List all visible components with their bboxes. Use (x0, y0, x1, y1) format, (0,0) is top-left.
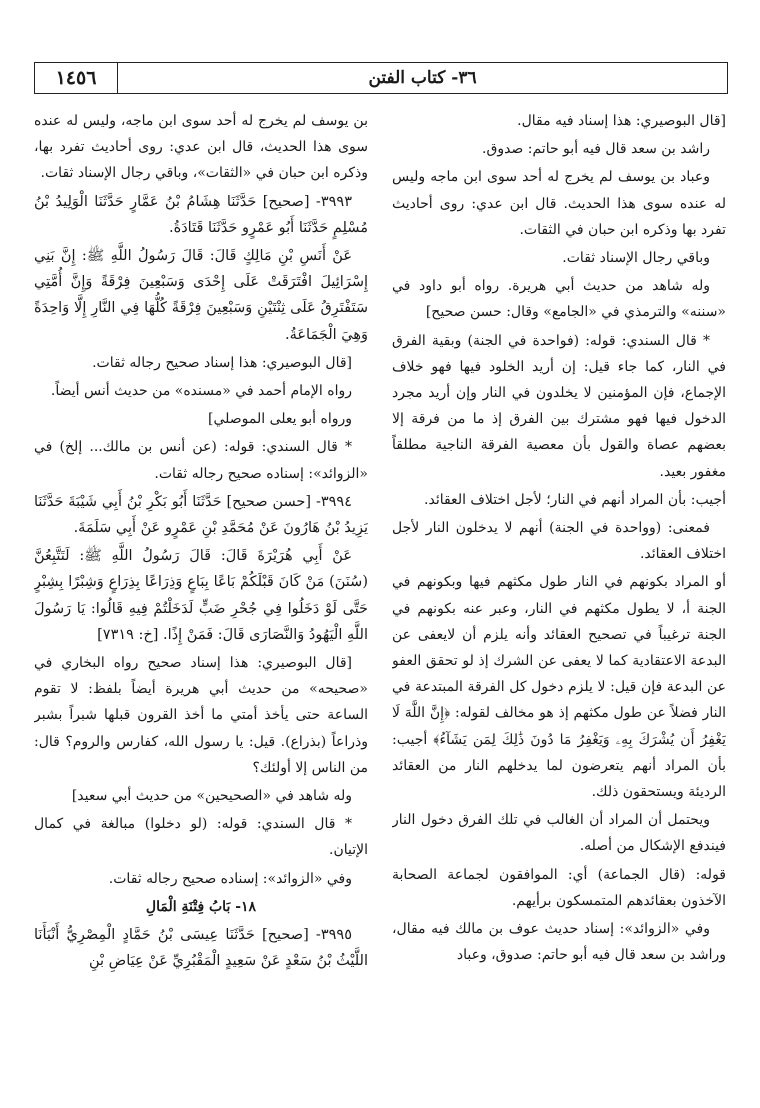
paragraph: وباقي رجال الإسناد ثقات. (562, 250, 710, 267)
chapter-heading: ١٨- بَابُ فِتْنَةِ الْمَالِ (145, 898, 257, 915)
page-header (34, 62, 728, 94)
paragraph: [قال البوصيري: هذا إسناد صحيح رجاله ثقات. (92, 354, 352, 371)
paragraph: * قال السندي: قوله: (عن أنس بن مالك... إلخ) في «الزوائد»: إسناده صحيح رجاله ثقات. (34, 439, 368, 482)
paragraph: ورواه أبو يعلى الموصلي] (208, 411, 352, 428)
paragraph: أجيب: بأن المراد أنهم في النار؛ لأجل اختلاف العقائد. (424, 491, 726, 508)
paragraph: [قال البوصيري: هذا إسناد صحيح رواه البخاري في «صحيحه» من حديث أبي هريرة أيضاً بلفظ: لا تقوم الساعة حتى يأخذ أمتي ما أخذ القرون قبلها شبراً بشبر وذراعاً (بذراع). قيل: يا رسول الله، كفارس والروم؟ قال: من الناس إلا أولئك؟ (34, 655, 368, 776)
paragraph: * قال السندي: قوله: (فواحدة في الجنة) وبقية الفرق في النار، كما جاء قيل: إن أريد الخلود فيها فهو خلاف الإجماع، فإن المؤمنين لا يخلدون في النار وإن أريد مجرد الدخول فيها فهو مشترك بين الفرق إذ ما من فرقة إلا بعضهم عصاة والقول بأن معصية الفرقة الناجية مطلقاً مغفور بعيد. (392, 332, 726, 480)
hadith-isnad: ٣٩٩٥- [صحيح] حَدَّثَنَا عِيسَى بْنُ حَمَّادٍ الْمِصْرِيُّ أَنْبَأَنَا اللَّيْثُ بْنُ سَعْدٍ عَنْ سَعِيدٍ الْمَقْبُرِيِّ عَنْ عِيَاضِ بْنِ (34, 927, 368, 970)
paragraph: راشد بن سعد قال فيه أبو حاتم: صدوق. (482, 141, 710, 158)
paragraph: * قال السندي: قوله: (لو دخلوا) مبالغة في كمال الإتيان. (34, 816, 368, 859)
paragraph: بن يوسف لم يخرج له أحد سوى ابن ماجه، وليس له عنده سوى هذا الحديث، قال ابن عدي: روى أحاديث تفرد بها، وذكره ابن حبان في «الثقات»، وباقي رجال الإسناد ثقات. (34, 113, 368, 182)
paragraph: رواه الإمام أحمد في «مسنده» من حديث أنس أيضاً. (50, 383, 352, 400)
hadith-isnad: ٣٩٩٣- [صحيح] حَدَّثَنَا هِشَامُ بْنُ عَمَّارٍ حَدَّثَنَا الْوَلِيدُ بْنُ مُسْلِمٍ حَدَّثَنَا أَبُو عَمْرٍو حَدَّثَنَا قَتَادَةُ. (34, 193, 368, 236)
paragraph: [قال البوصيري: هذا إسناد فيه مقال. (517, 113, 726, 129)
book-title: ٣٦- كتاب الفتن (368, 68, 477, 88)
paragraph: ويحتمل أن المراد أن الغالب في تلك الفرق دخول النار فيندفع الإشكال من أصله. (392, 812, 726, 855)
paragraph: وفي «الزوائد»: إسناده صحيح رجاله ثقات. (108, 870, 352, 887)
paragraph: وفي «الزوائد»: إسناد حديث عوف بن مالك فيه مقال، وراشد بن سعد قال فيه أبو حاتم: صدوق، وعباد (392, 921, 726, 964)
hadith-text: عَنْ أَبِي هُرَيْرَةَ قَالَ: قَالَ رَسُولُ اللَّهِ ﷺ: لَتَتَّبِعُنَّ (سُنَنَ) مَنْ كَانَ قَبْلَكُمْ بَاعًا بِبَاعٍ وَذِرَاعًا بِذِرَاعٍ وَشِبْرًا بِشِبْرٍ حَتَّى لَوْ دَخَلُوا فِي جُحْرِ ضَبٍّ لَدَخَلْتُمْ فِيهِ قَالُوا: يَا رَسُولَ اللَّهِ الْيَهُودُ وَالنَّصَارَى قَالَ: فَمَنْ إِذًا. [خ: ٧٣١٩] (34, 548, 368, 643)
paragraph: قوله: (قال الجماعة) أي: الموافقون لجماعة الصحابة الآخذون بعقائدهم المتمسكون برأيهم. (392, 866, 726, 909)
left-column (34, 108, 368, 1088)
paragraph: وله شاهد من حديث أبي هريرة. رواه أبو داود في «سننه» والترمذي في «الجامع» وقال: حسن صحيح] (392, 278, 726, 321)
paragraph: فمعنى: (وواحدة في الجنة) أنهم لا يدخلون النار لأجل اختلاف العقائد. (392, 520, 726, 563)
paragraph: وعباد بن يوسف لم يخرج له أحد سوى ابن ماجه وليس له عنده سوى هذا الحديث. قال ابن عدي: روى أحاديث تفرد بها وذكره ابن حبان في الثقات. (392, 169, 726, 238)
paragraph: أو المراد بكونهم في النار طول مكثهم فيها وبكونهم في الجنة أ، لا يطول مكثهم في النار، وعبر عنه بكونهم في الجنة ترغيباً في تصحيح العقائد وأنه يلزم أن لايعفى عن البدعة الاعتقادية كما لا يعفى عن الشرك إذ لو تحقق العفو عن البدعة فإن قيل: لا يلزم دخول كل الفرقة المبتدعة في النار فضلاً عن طول مكثهم إذ هو مخالف لقوله: ﴿إِنَّ اللَّهَ لَا يَغْفِرُ أَن يُشْرَكَ بِهِۦ وَيَغْفِرُ مَا دُونَ ذَٰلِكَ لِمَن يَشَآءُ﴾ أجيب: بأن المراد أنهم يتعرضون لما يدخلهم النار من العقائد الرديئة ويستحقون ذلك. (392, 574, 726, 801)
right-column (392, 108, 726, 1088)
page-number: ١٤٥٦ (35, 63, 118, 93)
hadith-text: عَنْ أَنَسِ بْنِ مَالِكٍ قَالَ: قَالَ رَسُولُ اللَّهِ ﷺ: إِنَّ بَنِي إِسْرَائِيلَ افْتَرَقَتْ عَلَى إِحْدَى وَسَبْعِينَ فِرْقَةً وَإِنَّ أُمَّتِي سَتَفْتَرِقُ عَلَى ثِنْتَيْنِ وَسَبْعِينَ فِرْقَةً كُلُّهَا فِي النَّارِ إِلَّا وَاحِدَةً وَهِيَ الْجَمَاعَةُ. (34, 248, 368, 343)
paragraph: وله شاهد في «الصحيحين» من حديث أبي سعيد] (71, 788, 352, 805)
hadith-isnad: ٣٩٩٤- [حسن صحيح] حَدَّثَنَا أَبُو بَكْرِ بْنُ أَبِي شَيْبَةَ حَدَّثَنَا يَزِيدُ بْنُ هَارُونَ عَنْ مُحَمَّدِ بْنِ عَمْرٍو عَنْ أَبِي سَلَمَةَ. (34, 493, 368, 537)
